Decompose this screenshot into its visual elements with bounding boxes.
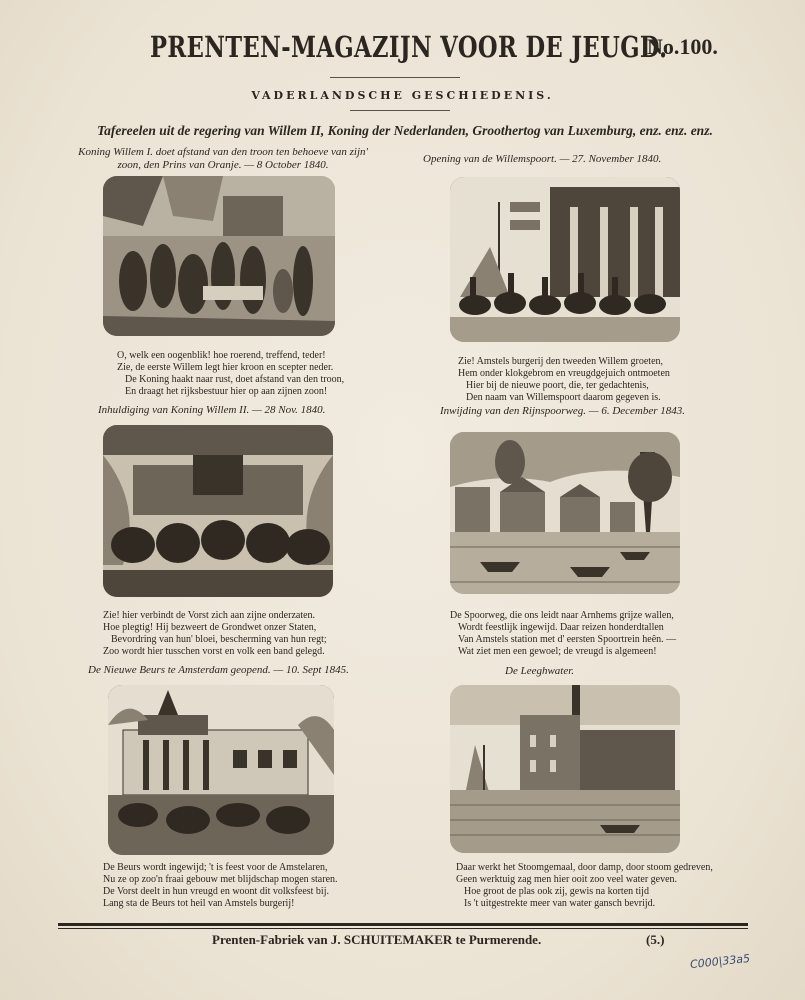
- verse-line: Hem onder klokgebrom en vreugdgejuich ontmoeten: [458, 368, 670, 379]
- footer-rule-thick: [58, 923, 748, 926]
- verse-line: Zoo wordt hier tusschen vorst en volk een band gelegd.: [103, 646, 325, 657]
- verse-line: O, welk een oogenblik! hoe roerend, treffend, teder!: [117, 350, 326, 361]
- verse-line: Van Amstels station met d' eersten Spoortrein heên. —: [458, 634, 677, 645]
- subtitle: VADERLANDSCHE GESCHIEDENIS.: [251, 89, 554, 102]
- subtitle-divider: [350, 110, 450, 111]
- panel-6-caption: De Leeghwater.: [505, 665, 575, 677]
- verse-line: Hier bij de nieuwe poort, die, ter gedachtenis,: [466, 380, 649, 391]
- sheet-number: (5.): [646, 932, 665, 947]
- panel-6-verse: [456, 862, 713, 910]
- footer-rule-thin: [58, 928, 748, 929]
- verse-line: De Spoorweg, die ons leidt naar Arnhems grijze wallen,: [450, 610, 674, 621]
- verse-line: De Beurs wordt ingewijd; 't is feest voor de Amstelaren,: [103, 862, 328, 873]
- panel-1-verse: [117, 350, 344, 398]
- verse-line: Daar werkt het Stoomgemaal, door damp, door stoom gedreven,: [456, 862, 713, 873]
- panel-4-verse: [450, 610, 676, 658]
- verse-line: Hoe plegtig! Hij bezweert de Grondwet onzer Staten,: [103, 622, 317, 633]
- panel-3-verse: [103, 610, 327, 658]
- verse-line: Zie, de eerste Willem legt hier kroon en scepter neder.: [117, 362, 334, 373]
- panel-5-caption: De Nieuwe Beurs te Amsterdam geopend. — 10. Sept 1845.: [88, 664, 349, 676]
- verse-line: Bevordring van hun' bloei, bescherming van hun regt;: [111, 634, 327, 645]
- panel-4-caption: Inwijding van den Rijnspoorweg. — 6. December 1843.: [440, 405, 686, 417]
- panel-5-verse: [103, 862, 338, 910]
- verse-line: Nu ze op zoo'n fraai gebouw met blijdschap mogen staren.: [103, 874, 338, 885]
- verse-line: Wat ziet men een gewoel; de vreugd is algemeen!: [458, 646, 657, 657]
- page-title: PRENTEN-MAGAZIJN VOOR DE JEUGD.: [150, 30, 668, 64]
- archive-stamp: C000|33a5: [689, 951, 751, 972]
- publisher-line: Prenten-Fabriek van J. SCHUITEMAKER te Purmerende.: [212, 932, 542, 947]
- verse-line: Lang sta de Beurs tot heil van Amstels burgerij!: [103, 898, 295, 909]
- verse-line: Den naam van Willemspoort daarom gegeven is.: [466, 392, 661, 403]
- verse-line: De Koning haakt naar rust, doet afstand van den troon,: [125, 374, 345, 385]
- verse-line: Wordt feestlijk ingewijd. Daar reizen honderdtallen: [458, 622, 664, 633]
- panel-5-engraving: [108, 685, 334, 855]
- verse-line: De Vorst deelt in hun vreugd en woont dit volksfeest bij.: [103, 886, 329, 897]
- print-number: No.100.: [647, 34, 718, 59]
- verse-line: En draagt het rijksbestuur hier op aan zijnen zoon!: [125, 386, 328, 397]
- panel-2-caption: Opening van de Willemspoort. — 27. November 1840.: [423, 153, 662, 165]
- panel-6-engraving: [450, 685, 680, 853]
- verse-line: Is 't uitgestrekte meer van water gansch bevrijd.: [464, 898, 656, 909]
- verse-line: Geen werktuig zag men hier ooit zoo veel water geven.: [456, 874, 678, 885]
- panel-3-engraving: [103, 425, 333, 597]
- panel-3-caption: Inhuldiging van Koning Willem II. — 28 Nov. 1840.: [98, 404, 326, 416]
- verse-line: Hoe groot de plas ook zij, gewis na korten tijd: [464, 886, 649, 897]
- panel-2-engraving: [450, 177, 680, 342]
- panel-1-caption: Koning Willem I. doet afstand van den troon ten behoeve van zijn' zoon, den Prins van Oranje. — 8 October 1840.: [78, 146, 368, 171]
- verse-line: Zie! Amstels burgerij den tweeden Willem groeten,: [458, 356, 664, 367]
- verse-line: Zie! hier verbindt de Vorst zich aan zijne onderzaten.: [103, 610, 316, 621]
- series-title: Tafereelen uit de regering van Willem II, Koning der Nederlanden, Groothertog van Luxemburg, enz. enz. enz.: [97, 123, 713, 138]
- panel-4-engraving: [450, 432, 680, 594]
- title-divider: [330, 77, 460, 78]
- panel-1-engraving: [103, 176, 335, 336]
- panel-2-verse: [458, 356, 670, 404]
